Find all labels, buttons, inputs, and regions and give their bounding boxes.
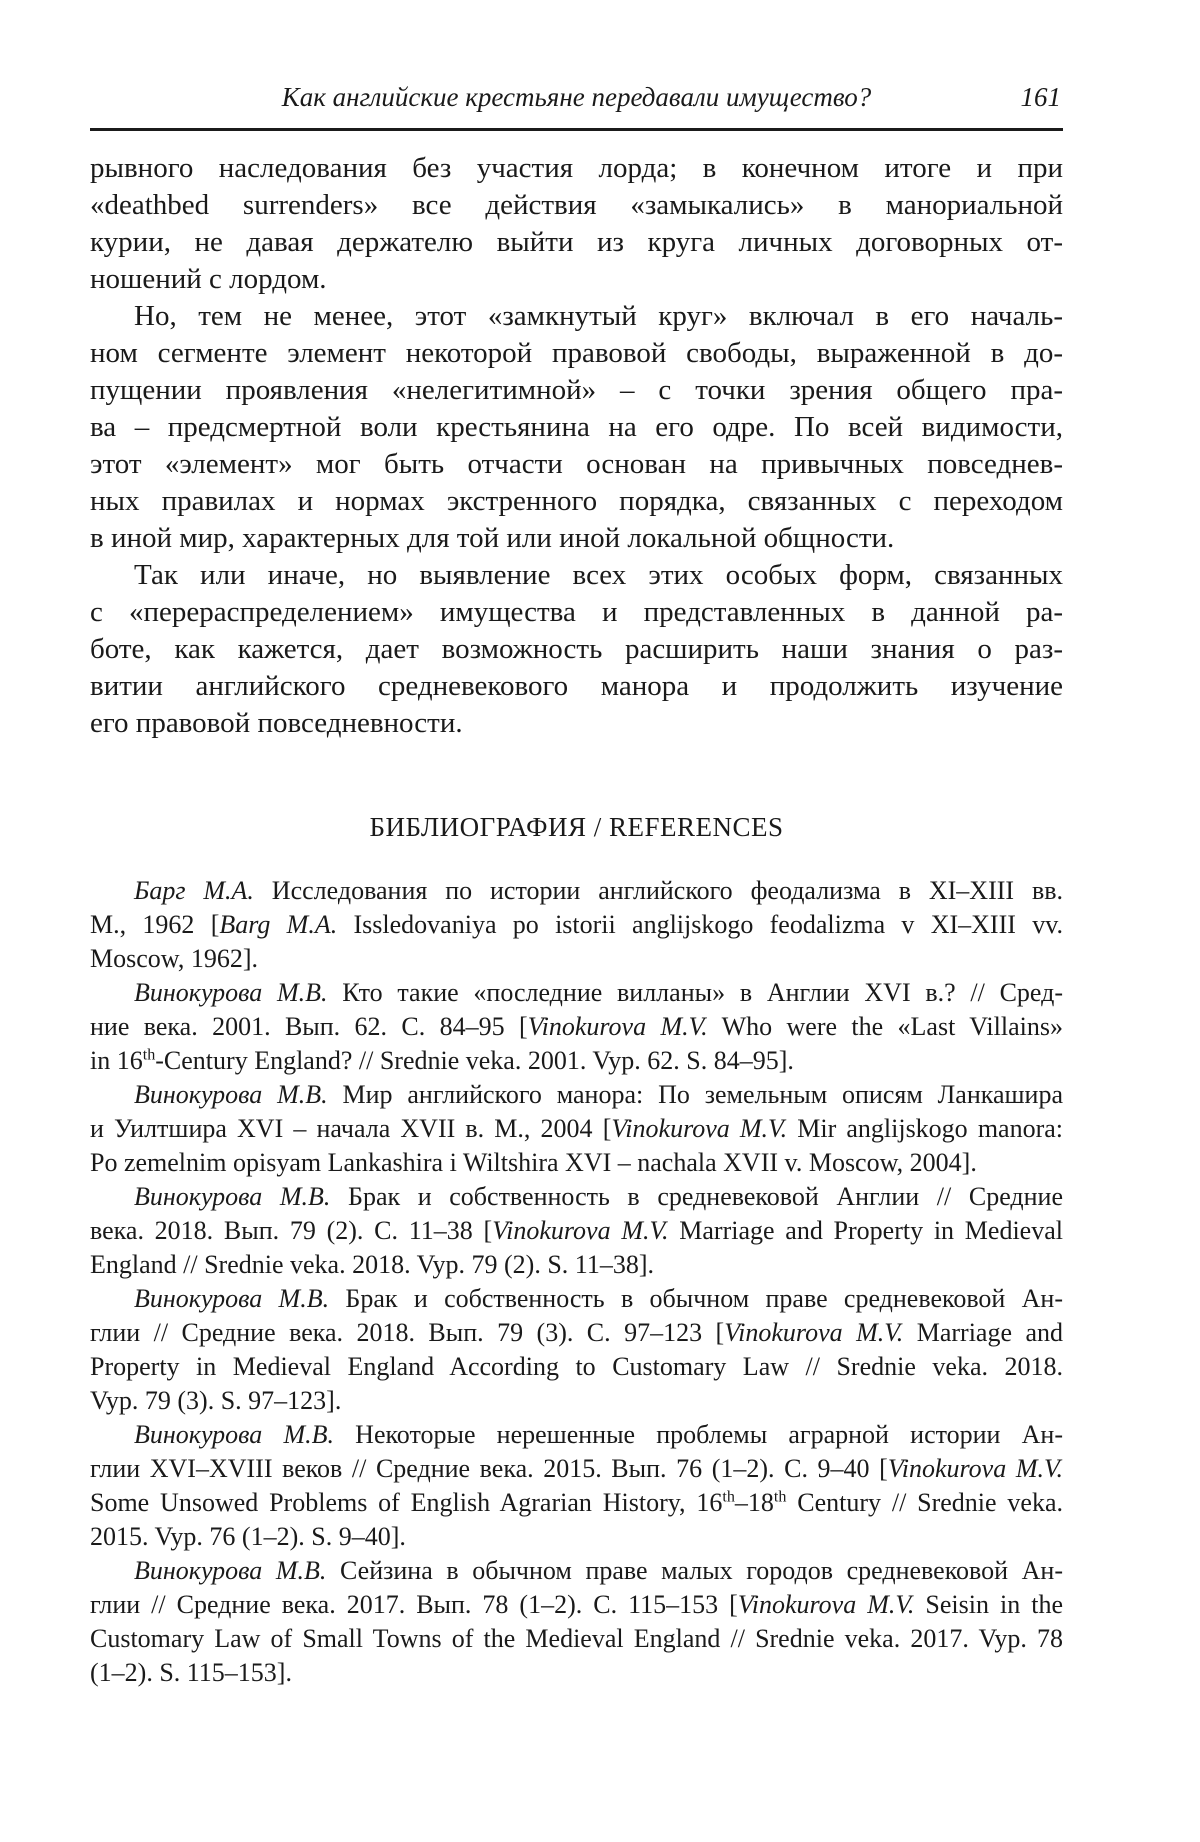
running-header [90,80,1063,114]
text-line: боте, как кажется, дает возможность расширить наши знания о раз- [90,633,1063,665]
bibliography-line: Moscow, 1962]. [90,944,259,973]
bibliography-line: Po zemelnim opisyam Lankashira i Wiltshira XVI – nachala XVII v. Moscow, 2004]. [90,1148,977,1177]
bibliography-line: глии // Средние века. 2017. Вып. 78 (1–2). С. 115–153 [Vinokurova M.V. Seisin in the [90,1590,1063,1619]
text-line: Так или иначе, но выявление всех этих особых форм, связанных [134,559,1063,591]
bibliography-entry [90,1180,1063,1282]
bibliography-line: Винокурова М.В. Брак и собственность в средневековой Англии // Средние [134,1182,1063,1211]
bibliography-line: Vyp. 79 (3). S. 97–123]. [90,1386,342,1415]
bibliography-list [90,874,1063,1690]
bibliography-line: Property in Medieval England According to Customary Law // Srednie veka. 2018. [90,1352,1063,1381]
paragraph [90,298,1063,557]
bibliography-line: Some Unsowed Problems of English Agrarian History, 16th–18th Century // Srednie veka. [90,1488,1063,1517]
body-text [90,150,1063,742]
text-line: ва – предсмертной воли крестьянина на его одре. По всей видимости, [90,411,1063,443]
text-line: ношений с лордом. [90,263,327,295]
paragraph [90,150,1063,298]
bibliography-line: England // Srednie veka. 2018. Vyp. 79 (2). S. 11–38]. [90,1250,654,1279]
bibliography-entry [90,874,1063,976]
bibliography-line: Барг М.А. Исследования по истории английского феодализма в XI–XIII вв. [134,876,1063,905]
bibliography-entry [90,976,1063,1078]
text-line: курии, не давая держателю выйти из круга личных договорных от- [90,226,1063,258]
bibliography-line: М., 1962 [Barg M.A. Issledovaniya po istorii anglijskogo feodalizma v XI–XIII vv. [90,910,1064,939]
text-line: «deathbed surrenders» все действия «замыкались» в манориальной [90,189,1063,221]
bibliography-line: (1–2). S. 115–153]. [90,1658,292,1687]
bibliography-line: глии // Средние века. 2018. Вып. 79 (3). С. 97–123 [Vinokurova M.V. Marriage and [90,1318,1063,1347]
bibliography-line: Винокурова М.В. Кто такие «последние вилланы» в Англии XVI в.? // Сред- [134,978,1063,1007]
bibliography-heading: БИБЛИОГРАФИЯ / REFERENCES [369,812,784,842]
text-line: рывного наследования без участия лорда; в конечном итоге и при [90,152,1063,184]
text-line: Но, тем не менее, этот «замкнутый круг» включал в его началь- [134,300,1063,332]
header-rule [90,128,1063,131]
bibliography-line: Винокурова М.В. Брак и собственность в обычном праве средневековой Ан- [134,1284,1063,1313]
bibliography-line: и Уилтшира XVI – начала XVII в. М., 2004 [Vinokurova M.V. Mir anglijskogo manora: [90,1114,1064,1143]
bibliography-line: Винокурова М.В. Мир английского манора: По земельным описям Ланкашира [134,1080,1063,1109]
bibliography-entry [90,1418,1063,1554]
text-line: с «перераспределением» имущества и представленных в данной ра- [90,596,1063,628]
bibliography-entry [90,1554,1063,1690]
text-line: в иной мир, характерных для той или иной локальной общности. [90,522,895,554]
text-line: витии английского средневекового манора и продолжить изучение [90,670,1063,702]
text-line: ном сегменте элемент некоторой правовой свободы, выраженной в до- [90,337,1063,369]
bibliography-line: Винокурова М.В. Сейзина в обычном праве малых городов средневековой Ан- [134,1556,1063,1585]
bibliography-line: 2015. Vyp. 76 (1–2). S. 9–40]. [90,1522,406,1551]
bibliography-line: Винокурова М.В. Некоторые нерешенные проблемы аграрной истории Ан- [134,1420,1063,1449]
text-line: его правовой повседневности. [90,707,463,739]
text-line: этот «элемент» мог быть отчасти основан на привычных повседнев- [90,448,1063,480]
bibliography-line: in 16th-Century England? // Srednie veka. 2001. Vyp. 62. S. 84–95]. [90,1046,794,1075]
bibliography-line: века. 2018. Вып. 79 (2). С. 11–38 [Vinokurova M.V. Marriage and Property in Medieval [90,1216,1063,1245]
bibliography-line: ние века. 2001. Вып. 62. С. 84–95 [Vinokurova M.V. Who were the «Last Villains» [90,1012,1063,1041]
text-line: пущении проявления «нелегитимной» – с точки зрения общего пра- [90,374,1063,406]
text-line: ных правилах и нормах экстренного порядка, связанных с переходом [90,485,1063,517]
paragraph [90,557,1063,742]
bibliography-entry [90,1282,1063,1418]
bibliography-entry [90,1078,1063,1180]
bibliography-line: Customary Law of Small Towns of the Medieval England // Srednie veka. 2017. Vyp. 78 [90,1624,1063,1653]
page-number: 161 [1020,82,1061,112]
bibliography-line: глии XVI–XVIII веков // Средние века. 2015. Вып. 76 (1–2). С. 9–40 [Vinokurova M.V. [90,1454,1064,1483]
running-header-title: Как английские крестьяне передавали имущество? [281,82,872,112]
